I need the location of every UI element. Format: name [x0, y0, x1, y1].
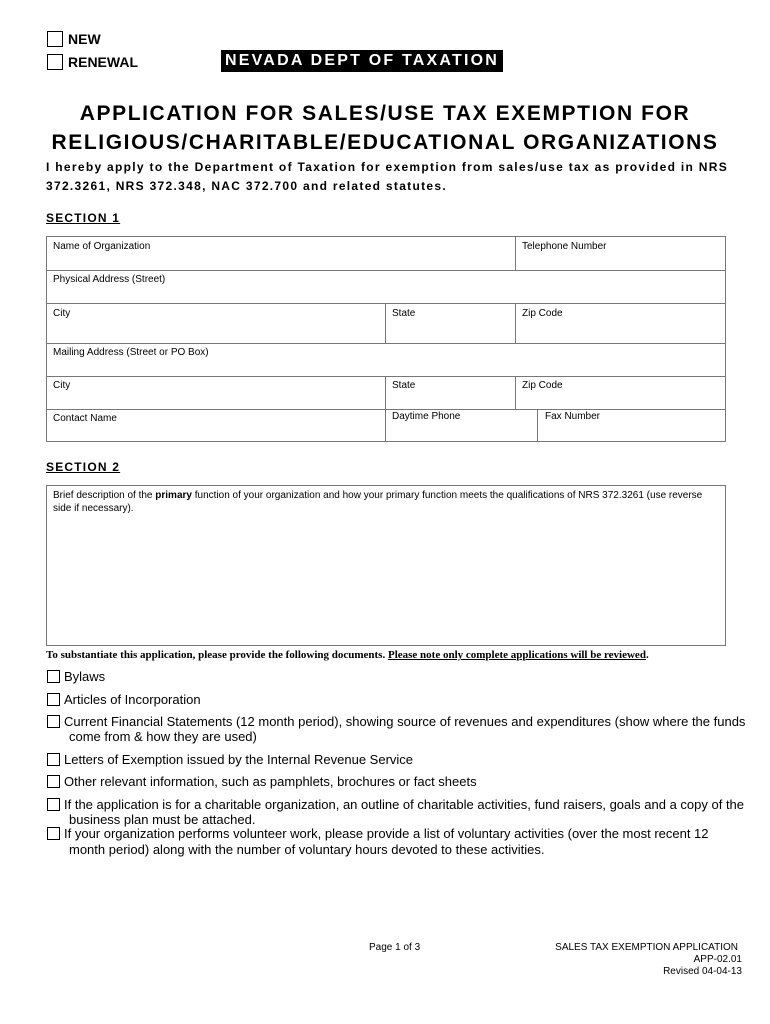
grid-divider	[515, 237, 516, 270]
other-info-checkbox[interactable]	[47, 775, 60, 788]
footer-form-title: SALES TAX EXEMPTION APPLICATION	[555, 942, 738, 953]
mailing-zip-field[interactable]: Zip Code	[522, 380, 563, 391]
section1-heading: SECTION 1	[46, 211, 121, 225]
telephone-number-field[interactable]: Telephone Number	[522, 241, 607, 252]
financial-statements-label: Current Financial Statements (12 month period), showing source of revenues and expenditures (show where the funds	[64, 714, 746, 729]
form-title-line2: RELIGIOUS/CHARITABLE/EDUCATIONAL ORGANIZATIONS	[51, 131, 719, 154]
grid-divider	[515, 303, 516, 343]
documents-intro: To substantiate this application, please provide the following documents. Please note only complete applications will be reviewed.	[46, 649, 649, 661]
volunteer-work-label-cont: month period) along with the number of voluntary hours devoted to these activities.	[69, 842, 545, 857]
charitable-outline-checkbox[interactable]	[47, 798, 60, 811]
articles-label: Articles of Incorporation	[64, 692, 201, 707]
physical-zip-field[interactable]: Zip Code	[522, 308, 563, 319]
section2-heading: SECTION 2	[46, 460, 121, 474]
intro-line1: I hereby apply to the Department of Taxation for exemption from sales/use tax as provided in NRS	[46, 160, 729, 174]
new-checkbox[interactable]	[47, 31, 63, 47]
grid-divider	[47, 343, 725, 344]
financial-statements-label-cont: come from & how they are used)	[69, 729, 257, 744]
grid-divider	[47, 376, 725, 377]
bylaws-checkbox[interactable]	[47, 670, 60, 683]
charitable-outline-label-cont: business plan must be attached.	[69, 812, 256, 827]
grid-divider	[515, 376, 516, 409]
organization-name-field[interactable]: Name of Organization	[53, 241, 151, 252]
agency-banner: NEVADA DEPT OF TAXATION	[221, 50, 503, 72]
grid-divider	[385, 376, 386, 442]
description-instructions: Brief description of the primary function of your organization and how your primary function meets the qualifications of NRS 372.3261 (use reverse side if necessary).	[53, 490, 703, 514]
intro-line2: 372.3261, NRS 372.348, NAC 372.700 and related statutes.	[46, 179, 447, 193]
grid-divider	[537, 409, 538, 442]
primary-emphasis: primary	[155, 490, 192, 501]
footer-revised-date: Revised 04-04-13	[663, 966, 742, 977]
mailing-address-field[interactable]: Mailing Address (Street or PO Box)	[53, 347, 209, 358]
renewal-label: RENEWAL	[68, 54, 138, 70]
physical-city-field[interactable]: City	[53, 308, 71, 319]
section1-grid	[46, 236, 726, 442]
footer-form-number: APP-02.01	[693, 954, 742, 965]
financial-statements-checkbox[interactable]	[47, 715, 60, 728]
daytime-phone-field[interactable]: Daytime Phone	[392, 411, 461, 422]
grid-divider	[47, 270, 725, 271]
fax-number-field[interactable]: Fax Number	[545, 411, 601, 422]
contact-name-field[interactable]: Contact Name	[53, 413, 117, 424]
charitable-outline-label: If the application is for a charitable organization, an outline of charitable activities, fund raisers, goals and a copy of the	[64, 797, 745, 812]
volunteer-work-checkbox[interactable]	[47, 827, 60, 840]
renewal-checkbox[interactable]	[47, 54, 63, 70]
page-number: Page 1 of 3	[369, 942, 421, 953]
bylaws-label: Bylaws	[64, 669, 106, 684]
volunteer-work-label: If your organization performs volunteer work, please provide a list of voluntary activities (over the most recent 12	[64, 826, 709, 841]
articles-checkbox[interactable]	[47, 693, 60, 706]
irs-letters-label: Letters of Exemption issued by the Internal Revenue Service	[64, 752, 414, 767]
new-label: NEW	[68, 31, 101, 47]
irs-letters-checkbox[interactable]	[47, 753, 60, 766]
grid-divider	[47, 409, 725, 410]
form-title-line1: APPLICATION FOR SALES/USE TAX EXEMPTION FOR	[79, 102, 691, 125]
grid-divider	[47, 303, 725, 304]
physical-address-field[interactable]: Physical Address (Street)	[53, 274, 166, 285]
other-info-label: Other relevant information, such as pamphlets, brochures or fact sheets	[64, 774, 477, 789]
mailing-city-field[interactable]: City	[53, 380, 71, 391]
physical-state-field[interactable]: State	[392, 308, 416, 319]
grid-divider	[385, 303, 386, 343]
mailing-state-field[interactable]: State	[392, 380, 416, 391]
